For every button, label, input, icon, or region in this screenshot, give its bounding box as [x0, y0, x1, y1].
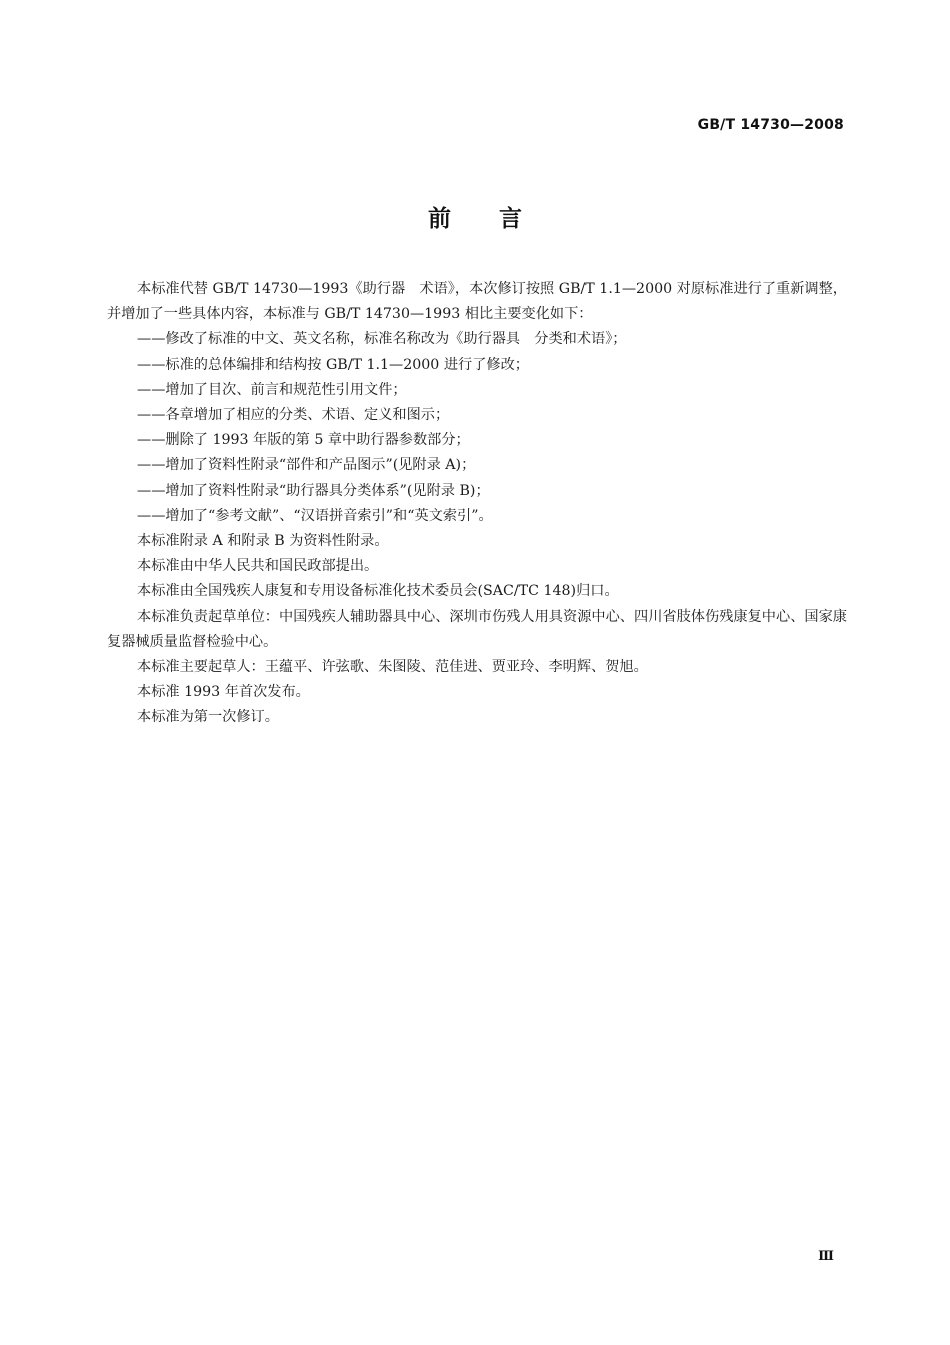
foreword-paragraph-replacement: 本标准代替 GB/T 14730—1993《助行器 术语》，本次修订按照 GB/T 1.1—2000 对原标准进行了重新调整，并增加了一些具体内容，本标准与 GB/T 14730—1993 相比主要变化如下：	[107, 281, 847, 323]
foreword-paragraph-first-issue: 本标准 1993 年首次发布。	[137, 684, 310, 701]
change-item: ——删除了 1993 年版的第 5 章中助行器参数部分；	[137, 432, 470, 449]
foreword-paragraph-revision: 本标准为第一次修订。	[137, 709, 279, 726]
foreword-paragraph-committee: 本标准由全国残疾人康复和专用设备标准化技术委员会(SAC/TC 148)归口。	[137, 583, 619, 600]
page-number: Ⅲ	[818, 1249, 834, 1264]
change-item: ——各章增加了相应的分类、术语、定义和图示；	[137, 407, 450, 424]
change-item: ——标准的总体编排和结构按 GB/T 1.1—2000 进行了修改；	[137, 356, 529, 373]
foreword-paragraph-drafting-units: 本标准负责起草单位：中国残疾人辅助器具中心、深圳市伤残人用具资源中心、四川省肢体伤残康复中心、国家康复器械质量监督检验中心。	[107, 608, 847, 650]
standard-number: GB/T 14730—2008	[697, 117, 844, 133]
foreword-paragraph-annexes: 本标准附录 A 和附录 B 为资料性附录。	[137, 533, 389, 550]
change-item: ——增加了“参考文献”、“汉语拼音索引”和“英文索引”。	[137, 507, 493, 524]
change-item: ——增加了目次、前言和规范性引用文件；	[137, 381, 407, 398]
change-item: ——增加了资料性附录“助行器具分类体系”(见附录 B)；	[137, 482, 490, 499]
change-item: ——修改了标准的中文、英文名称，标准名称改为《助行器具 分类和术语》；	[137, 331, 627, 348]
page-title: 前言	[428, 206, 570, 232]
foreword-body	[107, 277, 847, 731]
foreword-paragraph-proposer: 本标准由中华人民共和国民政部提出。	[137, 558, 379, 575]
foreword-paragraph-drafters: 本标准主要起草人：王蕴平、许弦歌、朱图陵、范佳进、贾亚玲、李明辉、贺旭。	[137, 659, 648, 676]
change-item: ——增加了资料性附录“部件和产品图示”(见附录 A)；	[137, 457, 476, 474]
